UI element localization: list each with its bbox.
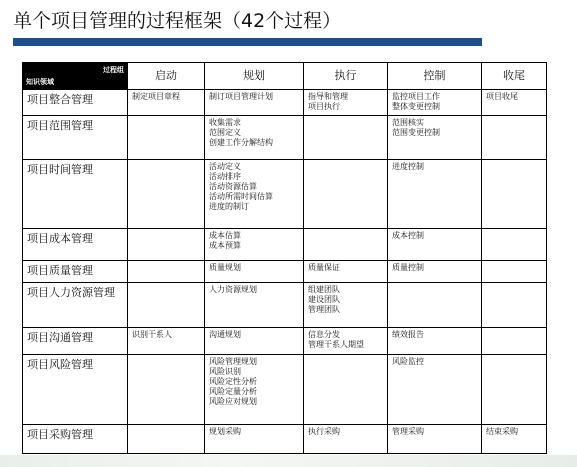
process-cell-controlling: [388, 261, 482, 283]
process-cell-planning: [205, 425, 304, 454]
process-name: 管理干系人期望: [308, 340, 364, 350]
process-name: 成本预算: [209, 241, 241, 251]
process-name: 活动定义: [209, 162, 241, 172]
process-cell-initiating: [128, 282, 205, 327]
process-name: 成本估算: [209, 231, 241, 241]
process-framework-table: [22, 62, 547, 454]
process-cell-controlling: [388, 354, 482, 424]
table-row: [23, 425, 547, 454]
knowledge-area-cell: 项目风险管理: [23, 354, 128, 424]
process-cell-initiating: [128, 115, 205, 159]
knowledge-area-cell: 项目时间管理: [23, 160, 128, 229]
process-cell-executing: [304, 160, 388, 229]
process-cell-controlling: [388, 160, 482, 229]
process-name: 创建工作分解结构: [209, 137, 273, 147]
process-name: 范围定义: [209, 127, 241, 137]
process-cell-closing: [482, 328, 547, 355]
process-table-container: [22, 62, 546, 454]
process-name: 风险识别: [209, 366, 241, 376]
table-row: [23, 328, 547, 355]
process-name: 项目执行: [308, 102, 340, 111]
process-cell-closing: [482, 115, 547, 159]
knowledge-area-cell: 项目采购管理: [23, 425, 128, 454]
process-cell-planning: [205, 261, 304, 283]
process-name: 范围核实: [392, 117, 424, 127]
process-name: 制订项目管理计划: [209, 92, 273, 101]
process-cell-initiating: [128, 425, 205, 454]
process-cell-planning: [205, 160, 304, 229]
process-name: 进度的制订: [209, 202, 249, 212]
process-name: 制定项目章程: [132, 92, 180, 101]
process-name: 进度控制: [392, 162, 424, 172]
process-cell-planning: [205, 115, 304, 159]
knowledge-area-cell: 项目范围管理: [23, 115, 128, 159]
corner-process-group-label: 过程组: [103, 66, 124, 74]
process-cell-planning: [205, 229, 304, 261]
process-cell-initiating: [128, 261, 205, 283]
process-cell-controlling: [388, 229, 482, 261]
process-name: 指导和管理: [308, 92, 348, 101]
page-title: 单个项目管理的过程框架（42个过程）: [13, 10, 342, 32]
process-cell-closing: [482, 261, 547, 283]
process-cell-closing: [482, 354, 547, 424]
table-row: [23, 160, 547, 229]
knowledge-area-cell: 项目人力资源管理: [23, 282, 128, 327]
knowledge-area-cell: 项目沟通管理: [23, 328, 128, 355]
process-cell-closing: [482, 90, 547, 116]
corner-knowledge-area-label: 知识领域: [26, 78, 54, 86]
header-initiating: 启动: [128, 63, 205, 90]
process-cell-executing: [304, 229, 388, 261]
process-cell-executing: [304, 115, 388, 159]
process-cell-controlling: [388, 425, 482, 454]
process-cell-planning: [205, 354, 304, 424]
process-name: 活动排序: [209, 172, 241, 182]
table-row: [23, 229, 547, 261]
process-cell-executing: [304, 328, 388, 355]
process-name: 项目收尾: [486, 92, 518, 101]
process-cell-closing: [482, 425, 547, 454]
process-cell-controlling: [388, 90, 482, 116]
knowledge-area-cell: 项目整合管理: [23, 90, 128, 116]
process-cell-controlling: [388, 115, 482, 159]
process-cell-executing: [304, 261, 388, 283]
process-cell-initiating: [128, 90, 205, 116]
process-cell-initiating: [128, 328, 205, 355]
process-name: 整体变更控制: [392, 102, 440, 111]
process-cell-executing: [304, 354, 388, 424]
process-name: 风险应对规划: [209, 396, 257, 406]
process-cell-closing: [482, 160, 547, 229]
header-planning: 规划: [205, 63, 304, 90]
process-cell-closing: [482, 229, 547, 261]
process-cell-planning: [205, 328, 304, 355]
process-name: 执行采购: [308, 427, 340, 437]
header-row: [23, 63, 547, 90]
process-name: 风险监控: [392, 356, 424, 366]
process-name: 人力资源规划: [209, 284, 257, 294]
process-name: 管理团队: [308, 304, 340, 314]
process-cell-initiating: [128, 229, 205, 261]
process-name: 组建团队: [308, 284, 340, 294]
table-row: [23, 261, 547, 283]
table-row: [23, 90, 547, 116]
process-cell-planning: [205, 90, 304, 116]
process-cell-planning: [205, 282, 304, 327]
process-name: 绩效报告: [392, 330, 424, 340]
process-name: 风险定量分析: [209, 386, 257, 396]
process-name: 质量控制: [392, 263, 424, 273]
process-cell-executing: [304, 282, 388, 327]
header-closing: 收尾: [482, 63, 547, 90]
process-name: 活动所需时间估算: [209, 192, 273, 202]
process-cell-executing: [304, 425, 388, 454]
process-name: 识别干系人: [132, 330, 172, 340]
process-cell-initiating: [128, 354, 205, 424]
header-controlling: 控制: [388, 63, 482, 90]
process-name: 风险定性分析: [209, 376, 257, 386]
knowledge-area-cell: 项目成本管理: [23, 229, 128, 261]
process-name: 收集需求: [209, 117, 241, 127]
knowledge-area-cell: 项目质量管理: [23, 261, 128, 283]
process-name: 监控项目工作: [392, 92, 440, 101]
process-name: 沟通规划: [209, 330, 241, 340]
process-name: 成本控制: [392, 231, 424, 241]
table-row: [23, 115, 547, 159]
process-cell-closing: [482, 282, 547, 327]
process-cell-controlling: [388, 282, 482, 327]
process-name: 建设团队: [308, 294, 340, 304]
corner-header-cell: [23, 63, 128, 90]
table-body: [23, 90, 547, 454]
process-name: 风险管理规划: [209, 356, 257, 366]
process-name: 规划采购: [209, 427, 241, 437]
process-cell-controlling: [388, 328, 482, 355]
process-name: 活动资源估算: [209, 182, 257, 192]
process-cell-executing: [304, 90, 388, 116]
bottom-decorative-strip: [0, 455, 577, 467]
process-name: 结束采购: [486, 427, 518, 437]
process-name: 质量保证: [308, 263, 340, 273]
process-name: 质量规划: [209, 263, 241, 273]
process-cell-initiating: [128, 160, 205, 229]
table-row: [23, 282, 547, 327]
table-row: [23, 354, 547, 424]
process-name: 信息分发: [308, 330, 340, 340]
process-name: 范围变更控制: [392, 127, 440, 137]
process-name: 管理采购: [392, 427, 424, 437]
title-underline-bar: [13, 38, 482, 46]
header-executing: 执行: [304, 63, 388, 90]
